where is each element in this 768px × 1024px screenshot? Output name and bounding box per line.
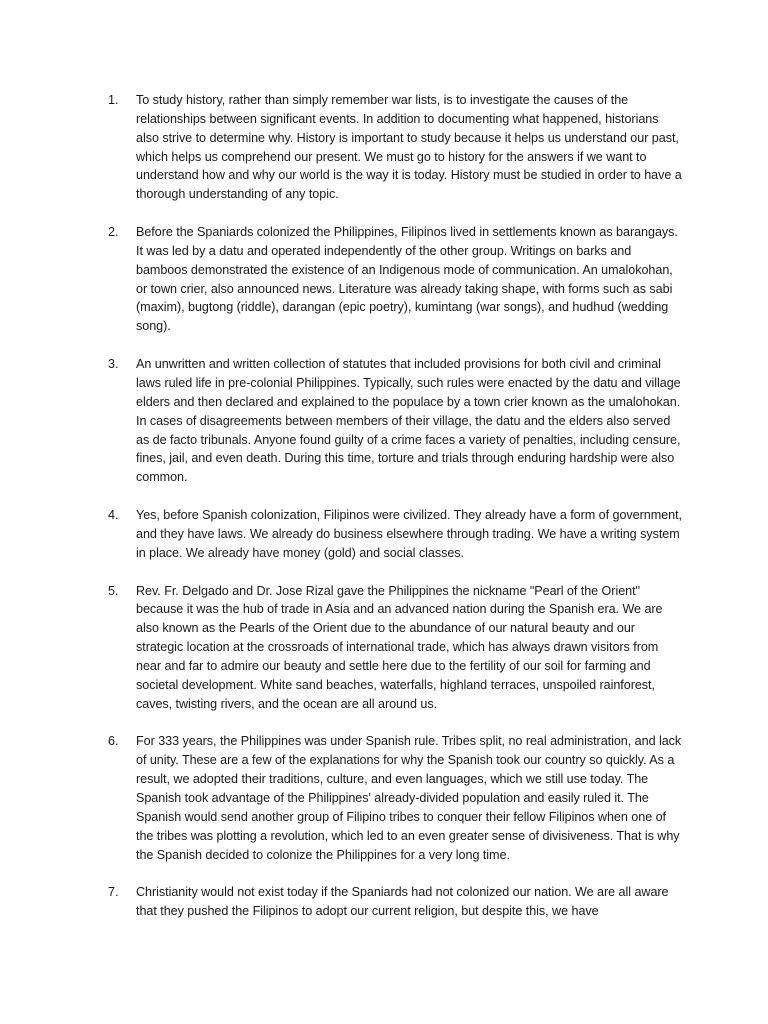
list-item-2 <box>108 223 684 336</box>
list-item-3 <box>108 355 684 487</box>
list-item-7 <box>108 883 684 921</box>
item-paragraph: Before the Spaniards colonized the Philippines, Filipinos lived in settlements known as barangays. It was led by a datu and operated independently of the other group. Writings on barks and bamboos demonstrated the existence of an Indigenous mode of communication. An umalokohan, or town crier, also announced news. Literature was already taking shape, with forms such as sabi (maxim), bugtong (riddle), darangan (epic poetry), kumintang (war songs), and hudhud (wedding song). <box>136 225 678 334</box>
list-item-1 <box>108 91 684 204</box>
item-paragraph: To study history, rather than simply remember war lists, is to investigate the causes of the relationships between significant events. In addition to documenting what happened, historians also strive to determine why. History is important to study because it helps us understand our past, which helps us comprehend our present. We must go to history for the answers if we want to understand how and why our world is the way it is today. History must be studied in order to have a thorough understanding of any topic. <box>136 93 682 202</box>
item-number: 6. <box>108 734 119 749</box>
item-number: 4. <box>108 508 119 523</box>
item-paragraph: Yes, before Spanish colonization, Filipinos were civilized. They already have a form of government, and they have laws. We already do business elsewhere through trading. We have a writing system in place. We already have money (gold) and social classes. <box>136 508 682 560</box>
list-item-6 <box>108 732 684 864</box>
item-number: 3. <box>108 357 119 372</box>
item-paragraph: Christianity would not exist today if the Spaniards had not colonized our nation. We are all aware that they pushed the Filipinos to adopt our current religion, but despite this, we have <box>136 885 669 919</box>
list-item-5 <box>108 582 684 714</box>
item-paragraph: Rev. Fr. Delgado and Dr. Jose Rizal gave the Philippines the nickname "Pearl of the Orient" because it was the hub of trade in Asia and an advanced nation during the Spanish era. We are also known as the Pearls of the Orient due to the abundance of our natural beauty and our strategic location at the crossroads of international trade, which has always drawn visitors from near and far to admire our beauty and settle here due to the fertility of our soil for farming and societal development. White sand beaches, waterfalls, highland terraces, unspoiled rainforest, caves, twisting rivers, and the ocean are all around us. <box>136 583 663 711</box>
item-number: 1. <box>108 93 119 107</box>
item-number: 7. <box>108 885 119 900</box>
list-item-4 <box>108 506 684 563</box>
item-number: 5. <box>108 583 119 598</box>
numbered-list <box>108 91 684 940</box>
item-paragraph: For 333 years, the Philippines was under Spanish rule. Tribes split, no real administration, and lack of unity. These are a few of the explanations for why the Spanish took our country so quickly. As a result, we adopted their traditions, culture, and even languages, which we still use today. The Spanish took advantage of the Philippines' already-divided population and easily ruled it. The Spanish would send another group of Filipino tribes to conquer their fellow Filipinos when one of the tribes was plotting a revolution, which led to an even greater sense of divisiveness. That is why the Spanish decided to colonize the Philippines for a very long time. <box>136 734 682 862</box>
item-paragraph: An unwritten and written collection of statutes that included provisions for both civil and criminal laws ruled life in pre-colonial Philippines. Typically, such rules were enacted by the datu and village elders and then declared and explained to the populace by a town crier known as the umalohokan. In cases of disagreements between members of their village, the datu and the elders also served as de facto tribunals. Anyone found guilty of a crime faces a variety of penalties, including censure, fines, jail, and even death. During this time, torture and trials through enduring hardship were also common. <box>136 357 681 485</box>
item-number: 2. <box>108 225 119 240</box>
